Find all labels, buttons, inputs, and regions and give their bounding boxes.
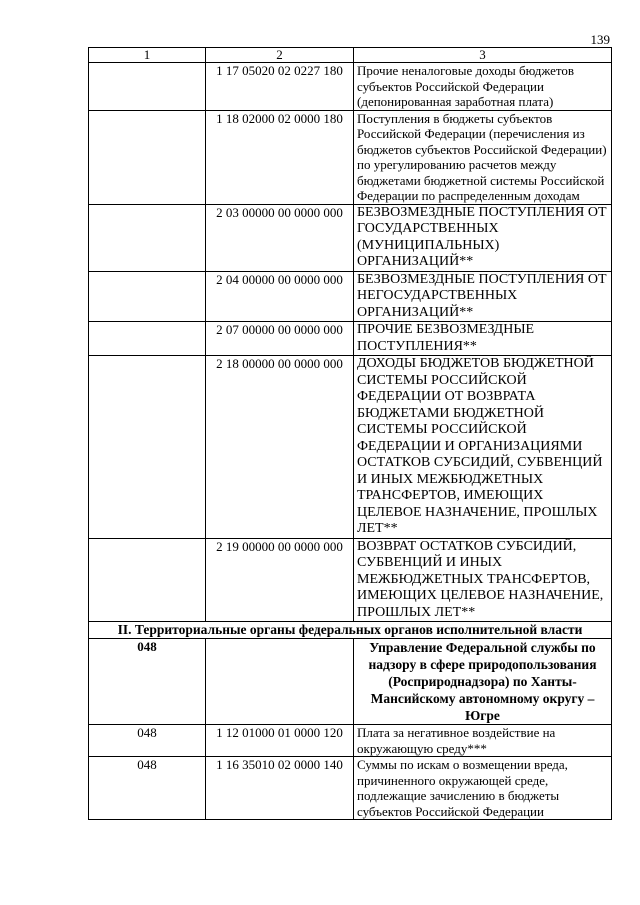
- revenue-code-cell: 1 18 02000 02 0000 180: [206, 110, 354, 204]
- table-row: [89, 63, 612, 111]
- table-row: [89, 110, 612, 204]
- page-number: 139: [590, 32, 610, 47]
- column-number-row: [89, 48, 612, 63]
- section-heading: II. Территориальные органы федеральных органов исполнительной власти: [89, 622, 612, 639]
- revenue-classification-table: [88, 47, 612, 820]
- admin-code-cell: [89, 538, 206, 622]
- revenue-name-cell: Суммы по искам о возмещении вреда, причиненного окружающей среде, подлежащие зачислению в бюджеты субъектов Российской Федерации: [354, 757, 612, 820]
- revenue-code-cell: 2 03 00000 00 0000 000: [206, 204, 354, 271]
- admin-code-cell: [89, 204, 206, 271]
- admin-code-cell: 048: [89, 725, 206, 757]
- revenue-name-cell: ДОХОДЫ БЮДЖЕТОВ БЮДЖЕТНОЙ СИСТЕМЫ РОССИЙСКОЙ ФЕДЕРАЦИИ ОТ ВОЗВРАТА БЮДЖЕТАМИ БЮДЖЕТНОЙ СИСТЕМЫ РОССИЙСКОЙ ФЕДЕРАЦИИ И ОРГАНИЗАЦИЯМИ ОСТАТКОВ СУБСИДИЙ, СУБВЕНЦИЙ И ИНЫХ МЕЖБЮДЖЕТНЫХ ТРАНСФЕРТОВ, ИМЕЮЩИХ ЦЕЛЕВОЕ НАЗНАЧЕНИЕ, ПРОШЛЫХ ЛЕТ**: [354, 356, 612, 539]
- table-row: [89, 322, 612, 356]
- revenue-name-cell: Плата за негативное воздействие на окружающую среду***: [354, 725, 612, 757]
- revenue-name-cell: Поступления в бюджеты субъектов Российской Федерации (перечисления из бюджетов субъектов Российской Федерации) по урегулированию расчетов между бюджетами бюджетной системы Российской Федерации по распределенным доходам: [354, 110, 612, 204]
- revenue-name-cell: БЕЗВОЗМЕЗДНЫЕ ПОСТУПЛЕНИЯ ОТ НЕГОСУДАРСТВЕННЫХ ОРГАНИЗАЦИЙ**: [354, 271, 612, 322]
- agency-row: [89, 639, 612, 725]
- admin-code-cell: [89, 322, 206, 356]
- admin-code-cell: [89, 271, 206, 322]
- admin-code-cell: 048: [89, 639, 206, 725]
- column-number-2: 2: [206, 48, 354, 63]
- table-row: [89, 356, 612, 539]
- admin-code-cell: [89, 356, 206, 539]
- table-row: [89, 725, 612, 757]
- agency-name-cell: Управление Федеральной службы по надзору в сфере природопользования (Росприроднадзора) по Ханты-Мансийскому автономному округу – Югре: [354, 639, 612, 725]
- revenue-code-cell: 2 19 00000 00 0000 000: [206, 538, 354, 622]
- revenue-name-cell: ВОЗВРАТ ОСТАТКОВ СУБСИДИЙ, СУБВЕНЦИЙ И ИНЫХ МЕЖБЮДЖЕТНЫХ ТРАНСФЕРТОВ, ИМЕЮЩИХ ЦЕЛЕВОЕ НАЗНАЧЕНИЕ, ПРОШЛЫХ ЛЕТ**: [354, 538, 612, 622]
- revenue-code-cell: [206, 639, 354, 725]
- revenue-name-cell: Прочие неналоговые доходы бюджетов субъектов Российской Федерации (депонированная заработная плата): [354, 63, 612, 111]
- table-row: [89, 757, 612, 820]
- revenue-code-cell: 1 16 35010 02 0000 140: [206, 757, 354, 820]
- revenue-code-cell: 2 18 00000 00 0000 000: [206, 356, 354, 539]
- revenue-code-cell: 2 07 00000 00 0000 000: [206, 322, 354, 356]
- revenue-name-cell: ПРОЧИЕ БЕЗВОЗМЕЗДНЫЕ ПОСТУПЛЕНИЯ**: [354, 322, 612, 356]
- column-number-1: 1: [89, 48, 206, 63]
- revenue-code-cell: 1 17 05020 02 0227 180: [206, 63, 354, 111]
- table-row: [89, 538, 612, 622]
- table-row: [89, 271, 612, 322]
- table-row: [89, 204, 612, 271]
- revenue-name-cell: БЕЗВОЗМЕЗДНЫЕ ПОСТУПЛЕНИЯ ОТ ГОСУДАРСТВЕННЫХ (МУНИЦИПАЛЬНЫХ) ОРГАНИЗАЦИЙ**: [354, 204, 612, 271]
- admin-code-cell: 048: [89, 757, 206, 820]
- revenue-code-cell: 1 12 01000 01 0000 120: [206, 725, 354, 757]
- revenue-code-cell: 2 04 00000 00 0000 000: [206, 271, 354, 322]
- admin-code-cell: [89, 63, 206, 111]
- column-number-3: 3: [354, 48, 612, 63]
- admin-code-cell: [89, 110, 206, 204]
- section-heading-row: [89, 622, 612, 639]
